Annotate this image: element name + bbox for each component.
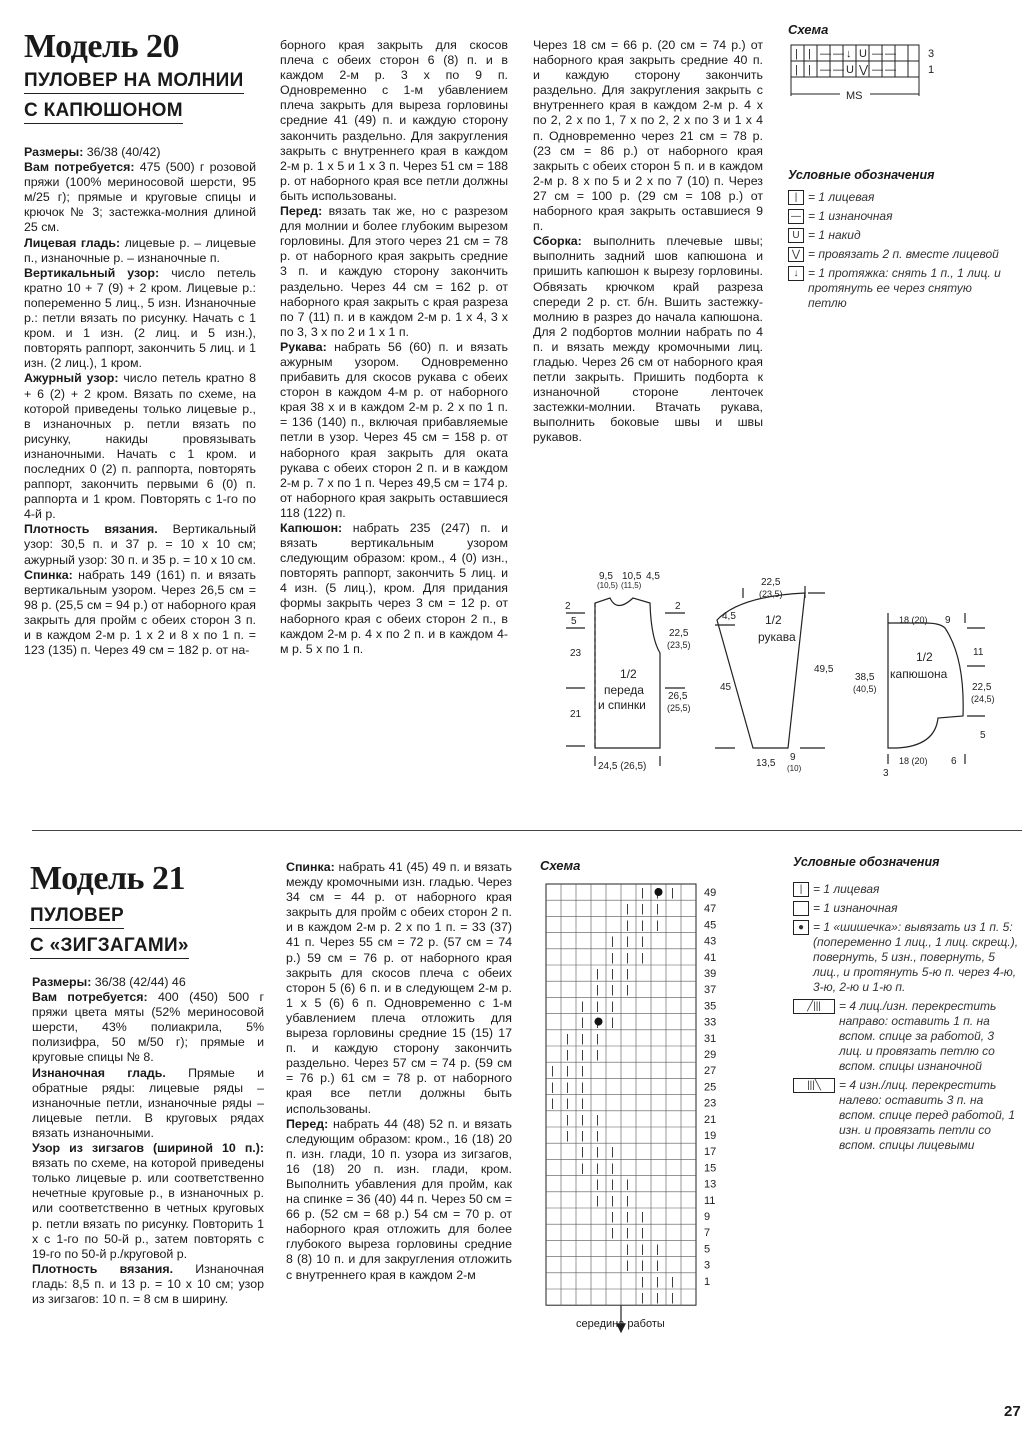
svg-text:3: 3 (883, 768, 889, 778)
model21-title: Модель 21 (30, 860, 186, 897)
paragraph-text: число петель кратно 8 + 6 (2) + 2 кром. Вязать по схеме, на которой приведены только лицевые р., в изнаночных р. петли вязать по рисунку, накиды провязывать изнаночными. Начать с 1 кром. и последних 0 (2) п. раппорта, повторять раппорт, закончить первыми 6 (0) п. раппорта и 1 кром. Повторять с 1-го по 4-й р. (24, 371, 256, 522)
legend-symbol-icon (793, 901, 809, 916)
paragraph-text: набрать 56 (60) п. и вязать ажурным узором. Одновременно прибавить для скосов рукава с обеих сторон в каждом 4-м р. от наборного края 38 х и в каждом 2-м р. 2 х по 1 п. = 136 (140) п., включая прибавляемые петли в узор. Через 45 см = 158 р. от наборного края закрыть для оката рукава с обеих сторон 2 п. и в каждом 2-м р. 7 х по 1 п. Через 49,5 см = 174 р. от наборного края закрыть оставшиеся 118 (122) п. (280, 339, 508, 520)
svg-text:22,5: 22,5 (669, 628, 689, 639)
chart-row-label: 39 (704, 968, 717, 980)
knit-stitch: | (596, 1146, 599, 1159)
knit-stitch: | (581, 1032, 584, 1045)
knit-stitch: | (611, 984, 614, 997)
knit-stitch: | (626, 1211, 629, 1223)
knit-stitch: | (611, 1016, 614, 1029)
chart-row-label: 33 (704, 1016, 717, 1029)
chart-row-label: 43 (704, 935, 717, 948)
paragraph-text: борного края закрыть для скосов плеча с обеих сторон 6 (8) п. и в каждом 2-м р. 3 х по 9 п. Одновременно с 1-м убавлением плеча закрыть для выреза горловины средние 41 (49) п. и каждую сторону закончить раздельно. Для закругления закрыть с внутреннего края в каждом 2-м р. 1 х 5 и 1 х 3 п. Через 51 см = 188 р. от наборного края все петли должны быть использованы. (280, 38, 508, 203)
svg-text:U: U (859, 48, 867, 60)
bobble-mark (595, 1018, 603, 1026)
legend-symbol-icon: ╱||| (793, 999, 835, 1014)
knit-stitch: | (611, 1227, 614, 1240)
knit-stitch: | (566, 1130, 569, 1142)
chart-row-label: 9 (704, 1211, 711, 1223)
model21-schema-chart (540, 880, 740, 1350)
knit-stitch: | (596, 1194, 599, 1207)
svg-text:—: — (872, 48, 883, 60)
chart-row-label: 11 (704, 1194, 716, 1207)
svg-text:(23,5): (23,5) (667, 640, 691, 650)
knit-stitch: | (641, 951, 644, 964)
paragraph (32, 1141, 264, 1262)
knit-stitch: | (626, 1194, 629, 1207)
knit-stitch: | (626, 1227, 629, 1240)
svg-text:45: 45 (720, 682, 732, 693)
knit-stitch: | (581, 1162, 584, 1175)
knit-stitch: | (581, 1130, 584, 1142)
paragraph-heading: Вертикальный узор: (24, 265, 160, 280)
chart-row-label: 29 (704, 1049, 717, 1061)
knit-stitch: | (656, 1243, 659, 1256)
knit-stitch: | (656, 1292, 659, 1304)
legend-symbol-icon: ↓ (788, 266, 804, 281)
legend-item (788, 247, 1013, 262)
knit-stitch: | (596, 1162, 599, 1175)
knit-stitch: | (641, 1243, 644, 1256)
paragraph-text: вязать так же, но с разрезом для молнии и более глубоким вырезом горловины. Для этого через 21 см = 78 р. от наборного края закрыть средние 3 п. и каждую сторону закончить раздельно. Через 44 см = 162 р. от наборного края закрыть с края разреза по 7 (11) п. и в каждом 2-м р. 1 х 4, 3 х по 3, 3 х по 2 и 1 х 1 п. (280, 204, 508, 339)
legend-symbol-icon: — (788, 209, 804, 224)
paragraph-text: 400 (450) 500 г пряжи цвета мяты (52% мериносовой шерсти, 43% полиакрила, 5% полизифра, 50 м/50 г); прямые и круговые спицы № 8. (32, 990, 265, 1065)
model21-column-2 (286, 860, 512, 1283)
legend-symbol-icon: | (793, 882, 809, 897)
knit-stitch: | (641, 887, 644, 899)
chart-caption: середина работы (576, 1318, 665, 1330)
model20-pattern-diagrams (555, 568, 1015, 778)
knit-stitch: | (626, 968, 629, 980)
svg-text:(24,5): (24,5) (971, 694, 995, 704)
knit-stitch: | (626, 1243, 629, 1256)
knit-stitch: | (566, 1049, 569, 1061)
paragraph-text: 36/38 (40/42) (83, 145, 161, 159)
legend-item (788, 190, 1013, 205)
knit-stitch: | (596, 1178, 599, 1191)
knit-stitch: | (596, 1130, 599, 1142)
knit-stitch: | (611, 951, 614, 964)
model21-legend (793, 882, 1021, 1157)
svg-text:5: 5 (980, 730, 986, 741)
knit-stitch: | (656, 1275, 659, 1288)
knit-stitch: | (581, 1049, 584, 1061)
chart-row-label: 47 (704, 903, 717, 916)
knit-stitch: | (671, 887, 674, 899)
paragraph (32, 1262, 264, 1307)
knit-stitch: | (641, 1211, 644, 1223)
model20-column-2 (280, 38, 508, 657)
svg-text:—: — (820, 64, 831, 76)
model20-schema-chart (790, 44, 960, 108)
svg-text:(40,5): (40,5) (853, 684, 877, 694)
schema-row-1: 1 (928, 64, 935, 76)
svg-text:(25,5): (25,5) (667, 703, 691, 713)
knit-stitch: | (626, 1178, 629, 1191)
svg-text:2: 2 (565, 601, 571, 612)
paragraph-heading: Рукава: (280, 339, 327, 354)
paragraph (24, 145, 256, 160)
svg-text:—: — (833, 48, 844, 60)
svg-text:|: | (808, 64, 811, 76)
knit-stitch: | (611, 1178, 614, 1191)
paragraph (24, 160, 256, 235)
legend-text: = 1 протяжка: снять 1 п., 1 лиц. и протянуть ее через снятую петлю (808, 266, 1001, 310)
legend-item (788, 209, 1013, 224)
legend-text: = 4 лиц./изн. перекрестить направо: оставить 1 п. на вспом. спице за работой, 3 лиц. и провязать петлю со вспом. спицы изнаночной (839, 999, 997, 1073)
legend-symbol-icon: ● (793, 920, 809, 935)
svg-text:рукава: рукава (758, 630, 796, 644)
svg-text:↓: ↓ (846, 48, 852, 60)
paragraph (32, 975, 264, 990)
svg-text:переда: переда (604, 683, 644, 697)
svg-text:(11,5): (11,5) (621, 581, 642, 590)
knit-stitch: | (626, 984, 629, 997)
paragraph-text: Изнаночная гладь: 8,5 п. и 13 р. = 10 х 10 см; узор из зигзагов: 10 п. = 8 см в ширину. (32, 1261, 264, 1306)
svg-text:⋁: ⋁ (859, 64, 869, 76)
paragraph (24, 236, 256, 266)
paragraph-heading: Размеры: (24, 145, 84, 159)
svg-text:и спинки: и спинки (598, 698, 646, 712)
chart-row-label: 13 (704, 1178, 717, 1191)
paragraph-heading: Спинка: (24, 567, 73, 582)
knit-stitch: | (566, 1097, 569, 1110)
knit-stitch: | (551, 1081, 554, 1094)
paragraph-heading: Сборка: (533, 234, 582, 249)
legend-text: = 1 лицевая (808, 190, 875, 204)
legend-item (793, 882, 1021, 897)
bobble-mark (655, 888, 663, 896)
svg-text:U: U (846, 64, 854, 76)
paragraph-heading: Плотность вязания. (32, 1261, 174, 1276)
svg-text:1/2: 1/2 (916, 650, 933, 664)
paragraph-heading: Перед: (286, 1116, 329, 1131)
section-divider (32, 830, 1022, 831)
paragraph (24, 371, 256, 522)
svg-text:—: — (885, 48, 896, 60)
paragraph (280, 38, 508, 204)
legend-symbol-icon: ⋁ (788, 247, 804, 262)
legend-item (788, 266, 1013, 311)
paragraph (24, 568, 256, 659)
svg-text:18 (20): 18 (20) (899, 615, 928, 625)
knit-stitch: | (641, 1227, 644, 1240)
model20-legend (788, 190, 1013, 315)
paragraph (286, 860, 512, 1117)
svg-text:6: 6 (951, 756, 957, 767)
svg-text:22,5: 22,5 (972, 682, 992, 693)
legend-text: = 4 изн./лиц. перекрестить налево: оставить 3 п. на вспом. спице перед работой, 1 изн. и провязать петли со вспом. спицы лицевыми (839, 1078, 1016, 1152)
svg-text:—: — (833, 64, 844, 76)
knit-stitch: | (611, 935, 614, 948)
knit-stitch: | (611, 968, 614, 980)
paragraph-text: выполнить плечевые швы; выполнить задний шов капюшона и пришить капюшон к вырезу горловины. Обвязать крючком край разреза спереди 2 р. ст. б/н. Вшить застежку-молнию в разрез до начала капюшона. Для 2 подбортов молнии набрать по 4 п. и вязать между кромочными лиц. гладью. Через 26 см от наборного края петли закрыть. Пришить подборта к изнаночной стороне ленточек застежки-молнии. Втачать рукава, выполнить боковые швы и швы рукавов. (533, 234, 763, 445)
page-number: 27 (1004, 1403, 1021, 1420)
chart-row-label: 17 (704, 1146, 717, 1159)
legend-text: = 1 изнаночная (813, 901, 898, 915)
svg-text:24,5 (26,5): 24,5 (26,5) (598, 761, 647, 772)
schema-ms-label: MS (846, 90, 863, 102)
paragraph-heading: Вам потребуется: (32, 990, 148, 1005)
svg-text:|: | (808, 48, 811, 60)
model20-column-3 (533, 38, 763, 446)
svg-text:(10,5): (10,5) (597, 581, 618, 590)
svg-text:—: — (820, 48, 831, 60)
legend-text: = 1 изнаночная (808, 209, 893, 223)
paragraph (24, 266, 256, 372)
knit-stitch: | (581, 1000, 584, 1013)
model21-subtitle-2: С «ЗИГЗАГАМИ» (30, 933, 189, 959)
chart-row-label: 21 (704, 1113, 717, 1126)
svg-text:(10): (10) (787, 764, 802, 773)
svg-text:4,5: 4,5 (646, 571, 660, 582)
svg-text:|: | (795, 48, 798, 60)
paragraph-text: 475 (500) г розовой пряжи (100% мериносовой шерсти, 95 м/25 г); прямые и круговые спицы и крючок № 3; застежка-молния длиной 25 см. (24, 160, 256, 235)
svg-text:2: 2 (675, 601, 681, 612)
knit-stitch: | (626, 919, 629, 932)
paragraph-heading: Узор из зигзагов (шириной 10 п.): (32, 1141, 264, 1156)
model20-title: Модель 20 (24, 28, 180, 65)
knit-stitch: | (641, 1259, 644, 1272)
svg-text:18 (20): 18 (20) (899, 756, 928, 766)
paragraph-text: Прямые и обратные ряды: лицевые ряды – изнаночные петли, изнаночные ряды – лицевые петли. В круговых рядах вязать изнаночными. (32, 1065, 264, 1140)
chart-row-label: 37 (704, 984, 717, 997)
chart-row-label: 25 (704, 1081, 717, 1094)
knit-stitch: | (581, 1081, 584, 1094)
knit-stitch: | (581, 1097, 584, 1110)
chart-row-label: 19 (704, 1130, 717, 1142)
legend-text: = 1 лицевая (813, 882, 880, 896)
paragraph (32, 990, 264, 1065)
paragraph-text: число петель кратно 10 + 7 (9) + 2 кром. Лицевые р.: попеременно 5 лиц., 5 изн. Изнаночные р.: петли вязать по рисунку. Начать с 1 кром. и 1 изн. (2 лиц. и 5 изн.), повторять раппорт, закончить 5 лиц. и 1 изн. (2 лиц.), 1 кром. (24, 265, 257, 371)
knit-stitch: | (626, 903, 629, 916)
paragraph-text: набрать 44 (48) 52 п. и вязать следующим образом: кром., 16 (18) 20 п. изн. глади, 10 п. узора из зигзагов, 16 (18) 20 п. изн. глади, кром. Выполнить убавления для пройм, как на спинке = 36 (40) 44 п. Через 50 см = 66 р. (52 см = 68 р.) 54 см = 70 р. от наборного края отложить для более глубокого выреза горловины средние 8 (8) 10 п. и для закругления отложить с внутреннего края в каждом 2-м (286, 1116, 512, 1282)
model20-schema-title: Схема (788, 22, 829, 37)
svg-text:1/2: 1/2 (620, 667, 637, 681)
knit-stitch: | (626, 951, 629, 964)
svg-text:1/2: 1/2 (765, 613, 782, 627)
chart-row-label: 45 (704, 919, 717, 932)
knit-stitch: | (596, 1032, 599, 1045)
paragraph (280, 521, 508, 657)
svg-text:21: 21 (570, 709, 582, 720)
paragraph-heading: Плотность вязания. (24, 522, 158, 537)
knit-stitch: | (551, 1065, 554, 1078)
knit-stitch: | (641, 1292, 644, 1304)
paragraph-text: 36/38 (42/44) 46 (91, 975, 186, 989)
knit-stitch: | (671, 1292, 674, 1304)
model20-column-1 (24, 145, 256, 658)
knit-stitch: | (671, 1275, 674, 1288)
knit-stitch: | (581, 1113, 584, 1126)
svg-text:11: 11 (973, 647, 984, 658)
knit-stitch: | (626, 935, 629, 948)
paragraph (280, 340, 508, 521)
paragraph-heading: Лицевая гладь: (24, 235, 121, 250)
knit-stitch: | (656, 919, 659, 932)
knit-stitch: | (596, 1113, 599, 1126)
paragraph (280, 204, 508, 340)
chart-row-label: 7 (704, 1227, 711, 1240)
knit-stitch: | (611, 1211, 614, 1223)
svg-text:9: 9 (945, 615, 951, 626)
knit-stitch: | (641, 935, 644, 948)
legend-item (793, 920, 1021, 995)
model21-legend-title: Условные обозначения (793, 855, 940, 869)
knit-stitch: | (656, 903, 659, 916)
svg-text:38,5: 38,5 (855, 672, 875, 683)
paragraph-text: Вертикальный узор: 30,5 п. и 37 р. = 10 х 10 см; ажурный узор: 30 п. и 35 р. = 10 х 10 см. (24, 522, 256, 567)
knit-stitch: | (626, 1259, 629, 1272)
legend-item (793, 999, 1021, 1074)
paragraph-text: Через 18 см = 66 р. (20 см = 74 р.) от наборного края закрыть средние 40 п. и каждую сторону закончить раздельно. Для закругления закрыть с внутреннего края в каждом 2-м р. 4 х по 2, 2 х по 1, 7 х по 2, 2 х по 3 и 1 х 4 п. Одновременно через 21 см = 78 р. (23 см = 86 р.) от наборного края закрыть с обеих сторон 5 п. и в каждом 2-м р. 8 х по 5 и 2 х по 7 (10) п. Через 27 см = 100 р. (29 см = 108 р.) от наборного края закрыть оставшиеся 9 п. (533, 38, 763, 234)
paragraph (533, 234, 763, 445)
chart-row-label: 27 (704, 1065, 717, 1078)
svg-text:49,5: 49,5 (814, 664, 834, 675)
paragraph-heading: Капюшон: (280, 521, 343, 535)
knit-stitch: | (641, 903, 644, 916)
knit-stitch: | (596, 968, 599, 980)
knit-stitch: | (611, 1162, 614, 1175)
model21-subtitle-1: ПУЛОВЕР (30, 903, 124, 929)
paragraph-text: набрать 41 (45) 49 п. и вязать между кромочными изн. гладью. Через 34 см = 44 р. от наборного края закрыть для пройм с обеих сторон 2 п. и в каждом 2-м р. 2 х по 1 п. = 33 (37) 41 п. Через 55 см = 72 р. (57 см = 74 р.) 59 см = 76 р. от наборного края закрыть для скосов плеча с обеих сторон 5 (6) 6 п. и в следующем 2-м р. 1 х 5 (6) 6 п. Одновременно с 1-м убавлением плеча отложить для выреза горловины средние 15 (15) 17 п. и каждую сторону закончить раздельно. Через 57 см = 74 р. (59 см = 76 р.) 61 см = 78 р. от наборного края все петли должны быть использованы. (286, 860, 512, 1116)
paragraph (32, 1066, 264, 1141)
svg-text:5: 5 (571, 616, 577, 627)
legend-item (788, 228, 1013, 243)
knit-stitch: | (566, 1032, 569, 1045)
chart-row-label: 23 (704, 1097, 717, 1110)
model20-subtitle-1: ПУЛОВЕР НА МОЛНИИ (24, 68, 244, 94)
chart-row-label: 15 (704, 1162, 717, 1175)
paragraph-heading: Перед: (280, 204, 323, 219)
svg-text:—: — (872, 64, 883, 76)
knit-stitch: | (566, 1081, 569, 1094)
knit-stitch: | (596, 1049, 599, 1061)
svg-text:9,5: 9,5 (599, 571, 613, 582)
paragraph-text: вязать по схеме, на которой приведены только лицевые р. или соответственно нечетные круговые р., в изнаночных р. или соответственно в четных круговых р. петли вязать по рисунку. Повторить 1 х с 1-го по 50-й р., затем повторять с 19-го по 50-й р./круговой р. (32, 1156, 264, 1261)
chart-row-label: 1 (704, 1275, 711, 1288)
chart-row-label: 41 (704, 951, 717, 964)
model21-schema-title: Схема (540, 858, 581, 873)
svg-text:22,5: 22,5 (761, 577, 781, 588)
legend-item (793, 901, 1021, 916)
paragraph-text: набрать 149 (161) п. и вязать вертикальным узором. Через 26,5 см = 98 р. (25,5 см = 94 р.) от наборного края закрыть для пройм с обеих сторон 3 п. и в каждом 2-м р. 1 х 2 и 8 х по 1 п. = 123 (135) п. Через 49 см = 182 р. от на- (24, 567, 256, 658)
paragraph-heading: Изнаночная гладь. (32, 1065, 166, 1080)
paragraph (286, 1117, 512, 1283)
paragraph-heading: Ажурный узор: (24, 371, 119, 386)
svg-text:23: 23 (570, 648, 582, 659)
knit-stitch: | (566, 1065, 569, 1078)
model20-legend-title: Условные обозначения (788, 168, 935, 182)
legend-text: = 1 накид (808, 228, 861, 242)
model21-column-1 (32, 975, 264, 1307)
knit-stitch: | (641, 1275, 644, 1288)
knit-stitch: | (611, 1194, 614, 1207)
knit-stitch: | (551, 1097, 554, 1110)
paragraph-heading: Размеры: (32, 975, 92, 989)
paragraph-heading: Спинка: (286, 860, 335, 874)
knit-stitch: | (641, 919, 644, 932)
schema-row-3: 3 (928, 48, 935, 60)
paragraph-text: лицевые р. – лицевые п., изнаночные р. – изнаночные п. (24, 235, 256, 265)
knit-stitch: | (656, 1259, 659, 1272)
svg-text:капюшона: капюшона (890, 667, 948, 681)
knit-stitch: | (581, 1146, 584, 1159)
svg-text:—: — (885, 64, 896, 76)
chart-row-label: 31 (704, 1032, 717, 1045)
svg-text:9: 9 (790, 752, 796, 763)
chart-row-label: 35 (704, 1000, 717, 1013)
svg-text:10,5: 10,5 (622, 571, 642, 582)
svg-text:13,5: 13,5 (756, 758, 776, 769)
legend-text: = 1 «шишечка»: вывязать из 1 п. 5: (попеременно 1 лиц., 1 лиц. скрещ.), повернуть, 5 изн., повернуть, 5 лиц., и протянуть 5-ю п. через 4-ю, 3-ю, 2-ю и 1-ю п. (813, 920, 1019, 994)
paragraph-heading: Вам потребуется: (24, 160, 135, 175)
knit-stitch: | (611, 1000, 614, 1013)
knit-stitch: | (596, 1000, 599, 1013)
paragraph (24, 522, 256, 567)
knit-stitch: | (581, 1065, 584, 1078)
knit-stitch: | (581, 1016, 584, 1029)
model20-subtitle-2: С КАПЮШОНОМ (24, 98, 183, 124)
svg-text:26,5: 26,5 (668, 691, 688, 702)
svg-text:(23,5): (23,5) (759, 589, 783, 599)
legend-text: = провязать 2 п. вместе лицевой (808, 247, 999, 261)
knit-stitch: | (596, 984, 599, 997)
legend-symbol-icon: U (788, 228, 804, 243)
knit-stitch: | (611, 1146, 614, 1159)
chart-row-label: 3 (704, 1259, 711, 1272)
knit-stitch: | (566, 1113, 569, 1126)
chart-row-label: 49 (704, 887, 717, 899)
legend-symbol-icon: | (788, 190, 804, 205)
chart-row-label: 5 (704, 1243, 711, 1256)
legend-item (793, 1078, 1021, 1153)
svg-text:|: | (795, 64, 798, 76)
legend-symbol-icon: |||╲ (793, 1078, 835, 1093)
paragraph (533, 38, 763, 234)
paragraph-text: набрать 235 (247) п. и вязать вертикальным узором следующим образом: кром., 4 (0) изн., повторять раппорт, закончить 5 лиц. и 4 изн. (5 лиц.), кром. Для придания формы закрыть через 3 см = 12 р. от наборного края с обеих сторон 2 п., в каждом 2-м р. 4 х по 2 п. и в каждом 4-м р. 5 х по 1 п. (280, 521, 508, 656)
svg-text:4,5: 4,5 (722, 611, 736, 622)
